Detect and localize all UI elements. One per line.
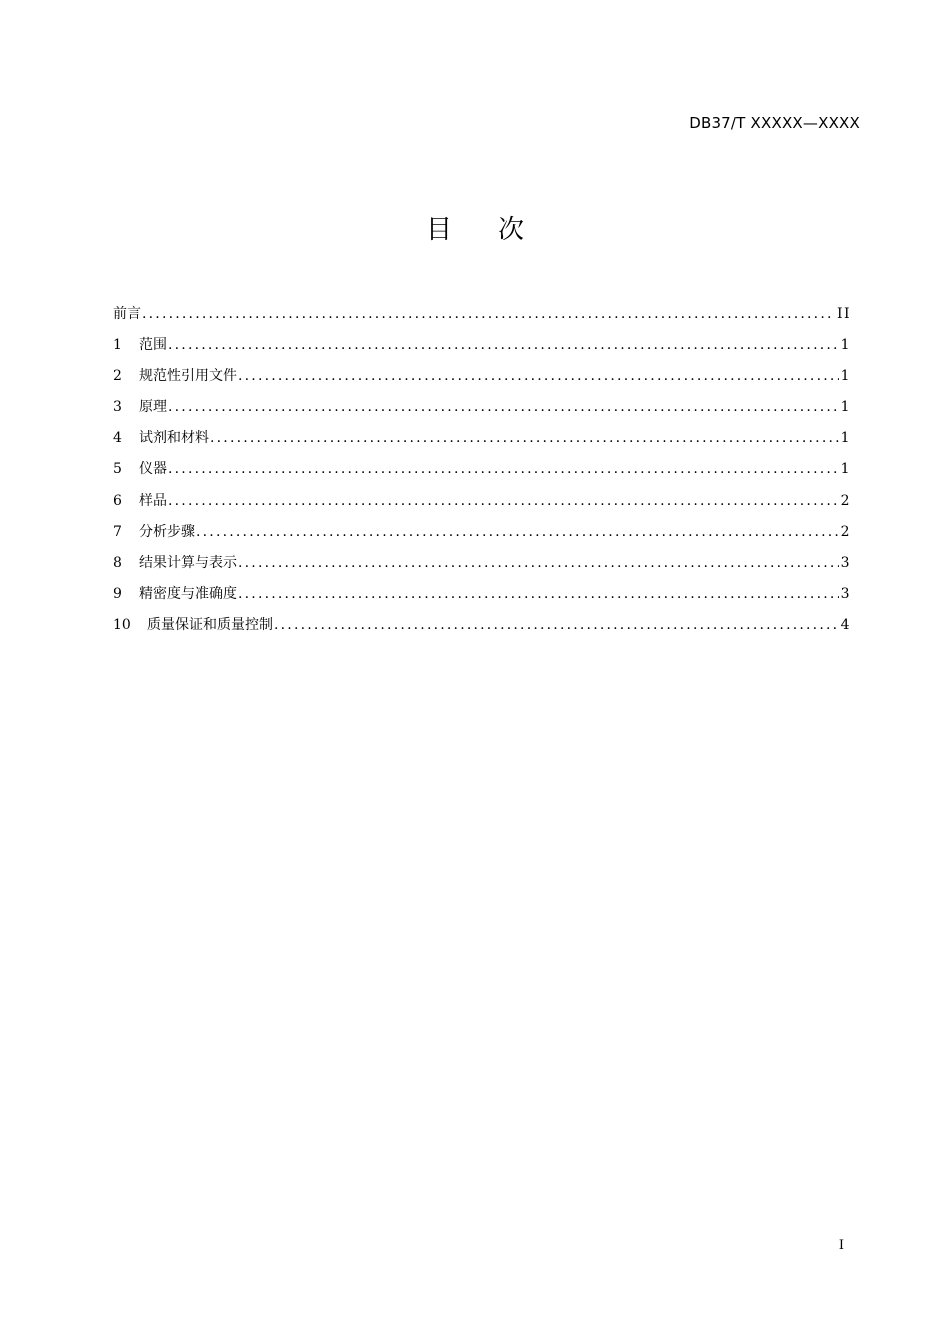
toc-entry-page: 3	[840, 585, 851, 602]
toc-entry-2[interactable]	[113, 364, 851, 395]
toc-entry-text: 分析步骤	[139, 523, 195, 540]
document-code: DB37/T XXXXX—XXXX	[689, 114, 860, 132]
toc-entry-text: 结果计算与表示	[139, 554, 237, 571]
toc-entry-page: 1	[840, 337, 851, 354]
toc-entry-text: 精密度与准确度	[139, 585, 237, 602]
toc-entry-page: 2	[840, 492, 851, 509]
toc-entry-text: 规范性引用文件	[139, 368, 237, 385]
toc-entry-page: 4	[840, 616, 851, 633]
toc-leader-dots	[196, 520, 839, 544]
toc-entry-text: 前言	[113, 306, 141, 322]
toc-title	[0, 210, 950, 250]
toc-entry-foreword[interactable]	[113, 302, 851, 333]
toc-entry-number: 8	[113, 554, 122, 571]
toc-leader-dots	[168, 489, 839, 513]
toc-entry-3[interactable]	[113, 395, 851, 426]
toc-entry-7[interactable]	[113, 520, 851, 551]
toc-leader-dots	[238, 551, 839, 575]
toc-entry-page: 3	[840, 554, 851, 571]
toc-entry-page: 2	[840, 523, 851, 540]
toc-entry-number: 7	[113, 523, 122, 540]
toc-leader-dots	[238, 364, 839, 388]
toc-entry-page: 1	[840, 368, 851, 385]
toc-entry-1[interactable]	[113, 333, 851, 364]
toc-entry-page: 1	[840, 461, 851, 478]
toc-entry-text: 质量保证和质量控制	[147, 616, 273, 633]
toc-entry-page: II	[836, 306, 851, 322]
toc-entry-number: 4	[113, 430, 122, 447]
toc-entry-10[interactable]	[113, 613, 851, 644]
toc-entry-text: 样品	[139, 492, 167, 509]
toc-entry-text: 试剂和材料	[139, 430, 209, 447]
toc-entry-5[interactable]	[113, 457, 851, 488]
toc-title-char-1: 目	[425, 215, 452, 245]
toc-entry-number: 3	[113, 399, 122, 416]
toc-entry-text: 原理	[139, 399, 167, 416]
toc-entry-9[interactable]	[113, 582, 851, 613]
toc-entry-number: 2	[113, 368, 122, 385]
toc-entry-8[interactable]	[113, 551, 851, 582]
toc-leader-dots	[210, 426, 839, 450]
toc-entry-page: 1	[840, 399, 851, 416]
toc-leader-dots	[168, 333, 839, 357]
toc-leader-dots	[168, 457, 839, 481]
toc-leader-dots	[142, 302, 835, 326]
toc-entry-text: 仪器	[139, 461, 167, 478]
toc-entry-number: 6	[113, 492, 122, 509]
table-of-contents	[113, 302, 851, 644]
toc-leader-dots	[238, 582, 839, 606]
toc-title-char-2: 次	[498, 215, 525, 245]
page-number: I	[838, 1238, 844, 1253]
toc-leader-dots	[168, 395, 839, 419]
toc-entry-number: 5	[113, 461, 122, 478]
toc-entry-number: 1	[113, 337, 122, 354]
toc-leader-dots	[274, 613, 839, 637]
toc-entry-4[interactable]	[113, 426, 851, 457]
toc-entry-page: 1	[840, 430, 851, 447]
toc-entry-number: 10	[113, 616, 131, 633]
toc-entry-6[interactable]	[113, 489, 851, 520]
toc-entry-text: 范围	[139, 337, 167, 354]
toc-entry-number: 9	[113, 585, 122, 602]
